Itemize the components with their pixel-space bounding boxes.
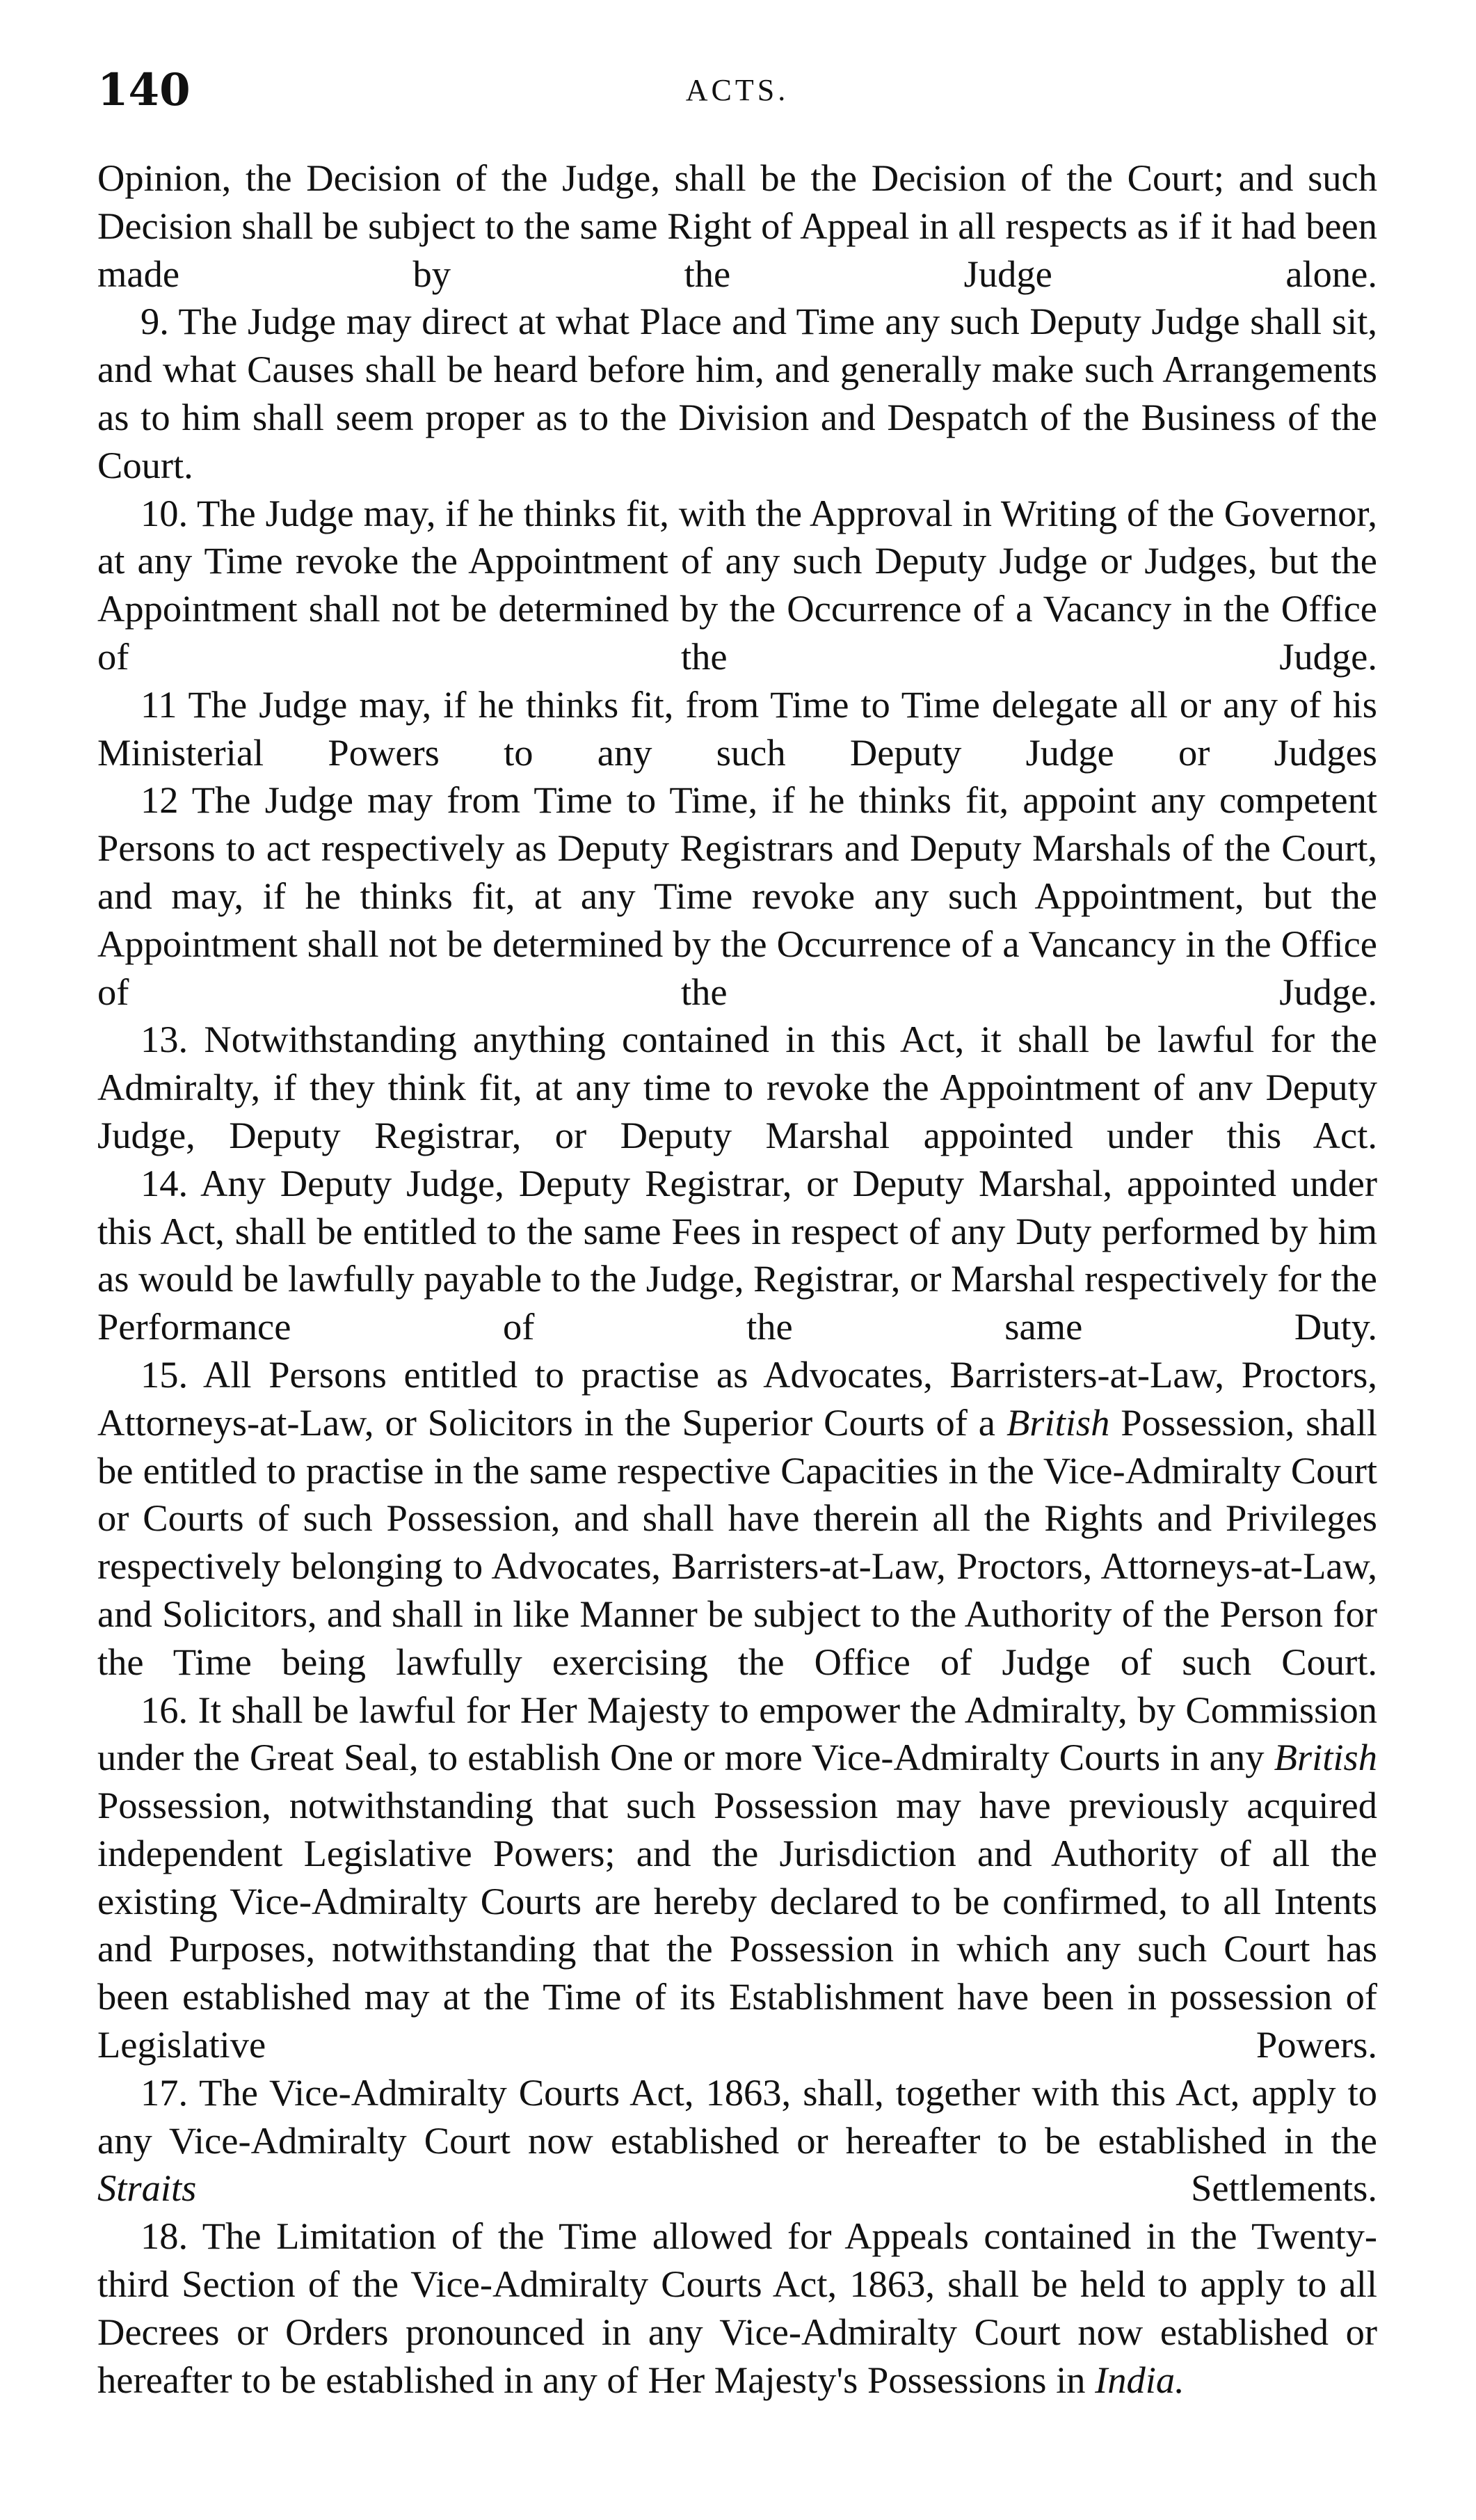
text-segment: 18. The Limitation of the Time allowed for Appeals contained in the Twenty-third Section of the Vice-Admiralty Courts Act, 1863, shall be held to apply to all Decrees or Orders pronounced in any Vice-Admiralty Court now established or hereafter to be established in any of Her Majesty's Possessions in xyxy=(97,2215,1377,2401)
section-18 xyxy=(97,2212,1377,2404)
italic-text-segment: Straits xyxy=(97,2167,197,2210)
section-15 xyxy=(97,1351,1377,1686)
running-head: ACTS. xyxy=(685,73,789,107)
text-segment: 9. The Judge may direct at what Place and Time any such Deputy Judge shall sit, and what Causes shall be heard before him, and generally make such Arrangements as to him shall seem proper as to the Division and Despatch of the Business of the Court. xyxy=(97,300,1377,486)
section-11 xyxy=(97,681,1377,777)
body-text xyxy=(97,154,1377,2404)
section-17 xyxy=(97,2069,1377,2212)
paragraph-continuation xyxy=(97,154,1377,298)
text-segment: Settlements. xyxy=(196,2167,1377,2210)
text-segment: 15. All Persons entitled to practise as Advocates, Barristers-at-Law, Proctors, Attorneys-at-Law, or Solicitors in the Superior Courts of a xyxy=(97,1353,1377,1444)
text-segment: Opinion, the Decision of the Judge, shall be the Decision of the Court; and such Decision shall be subject to the same Right of Appeal in all respects as if it had been made by the Judge alone. xyxy=(97,157,1377,295)
text-segment: Possession, shall be entitled to practise in the same respective Capacities in the Vice-Admiralty Court or Courts of such Possession, and shall have therein all the Rights and Privileges respectively belonging to Advocates, Barristers-at-Law, Proctors, Attorneys-at-Law, and Solicitors, and shall in like Manner be subject to the Authority of the Person for the Time being lawfully exercising the Office of Judge of such Court. xyxy=(97,1401,1378,1683)
text-segment: 13. Notwithstanding anything contained in this Act, it shall be lawful for the Admiralty, if they think fit, at any time to revoke the Appointment of anv Deputy Judge, Deputy Registrar, or Deputy Marshal appointed under this Act. xyxy=(97,1018,1377,1156)
text-segment: Possession, notwithstanding that such Possession may have previously acquired independent Legislative Powers; and the Jurisdiction and Authority of all the existing Vice-Admiralty Courts are hereby declared to be confirmed, to all Intents and Purposes, notwithstanding that the Possession in which any such Court has been established may at the Time of its Establishment have been in possession of Legislative Powers. xyxy=(97,1784,1377,2066)
text-segment: 17. The Vice-Admiralty Courts Act, 1863, shall, together with this Act, apply to any Vice-Admiralty Court now established or hereafter to be established in the xyxy=(97,2071,1377,2162)
section-9 xyxy=(97,298,1377,489)
page-number: 140 xyxy=(97,64,191,116)
text-segment: 10. The Judge may, if he thinks fit, with the Approval in Writing of the Governor, at any Time revoke the Appointment of any such Deputy Judge or Judges, but the Appointment shall not be determined by the Occurrence of a Vacancy in the Office of the Judge. xyxy=(97,491,1377,678)
text-segment: 16. It shall be lawful for Her Majesty to empower the Admiralty, by Commission under the Great Seal, to establish One or more Vice-Admiralty Courts in any xyxy=(97,1688,1377,1779)
text-segment: 14. Any Deputy Judge, Deputy Registrar, or Deputy Marshal, appointed under this Act, shall be entitled to the same Fees in respect of any Duty performed by him as would be lawfully payable to the Judge, Registrar, or Marshal respectively for the Performance of the same Duty. xyxy=(97,1161,1377,1348)
italic-text-segment: British xyxy=(1274,1736,1377,1779)
section-12 xyxy=(97,776,1377,1016)
section-16 xyxy=(97,1686,1377,2069)
section-13 xyxy=(97,1016,1377,1159)
section-14 xyxy=(97,1160,1377,1351)
section-10 xyxy=(97,490,1377,681)
text-segment: 11 The Judge may, if he thinks fit, from Time to Time delegate all or any of his Ministerial Powers to any such Deputy Judge or Judges xyxy=(97,683,1377,774)
text-segment: 12 The Judge may from Time to Time, if he thinks fit, appoint any competent Persons to act respectively as Deputy Registrars and Deputy Marshals of the Court, and may, if he thinks fit, at any Time revoke any such Appointment, but the Appointment shall not be determined by the Occurrence of a Vancancy in the Office of the Judge. xyxy=(97,779,1377,1013)
page-header xyxy=(97,59,1377,122)
italic-text-segment: India. xyxy=(1095,2358,1185,2401)
italic-text-segment: British xyxy=(1006,1401,1110,1444)
